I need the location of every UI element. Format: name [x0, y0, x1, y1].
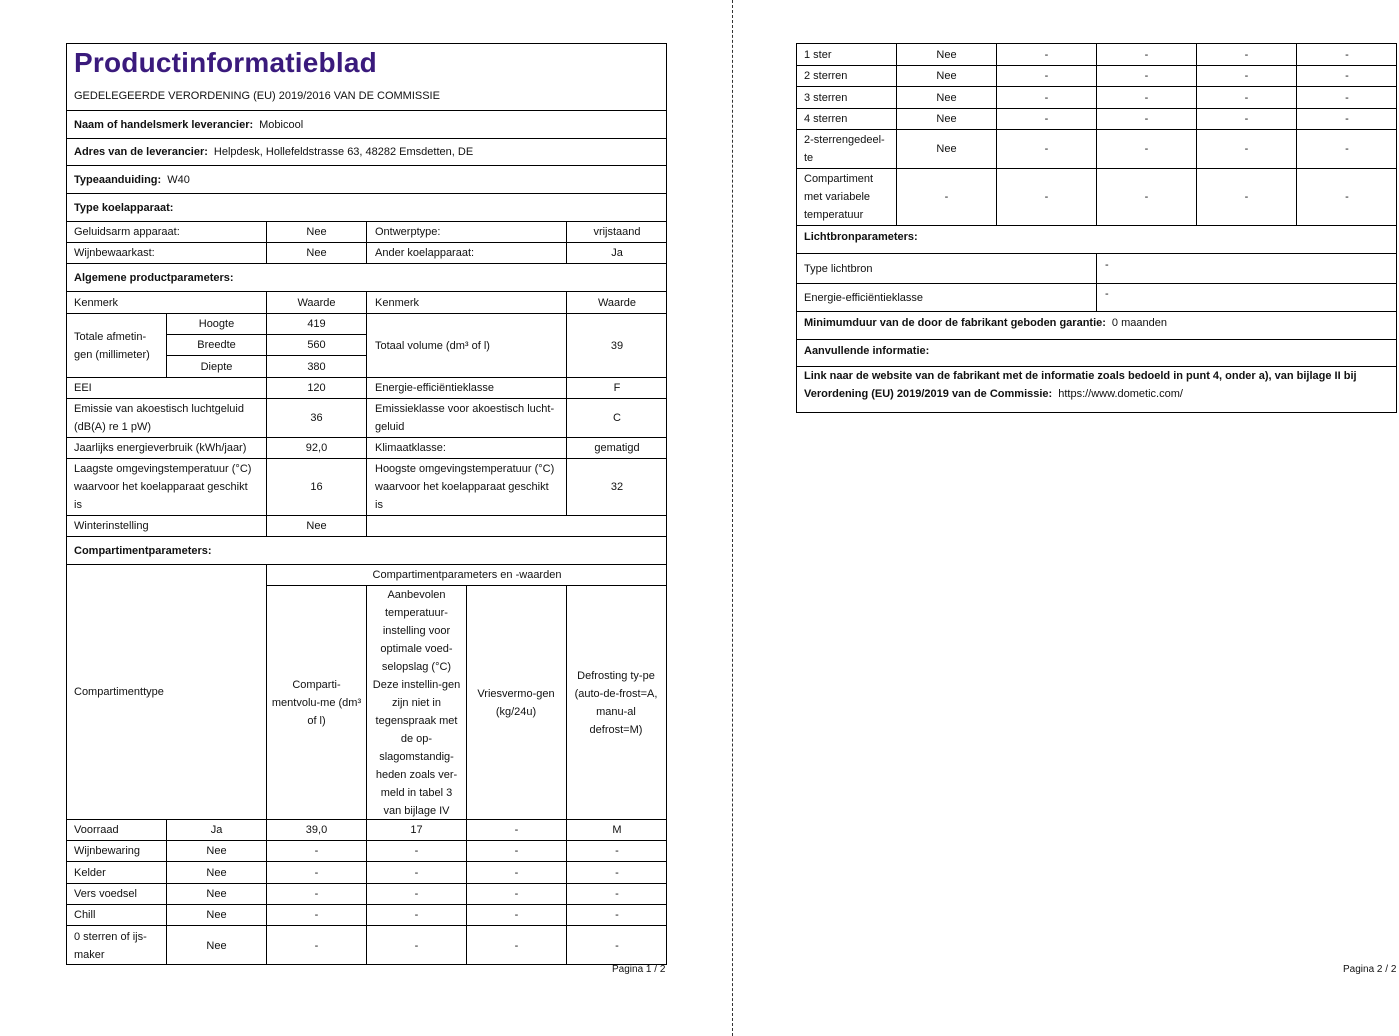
- compartment-name: Chill: [74, 909, 96, 921]
- noise-class-label: Emissieklasse voor akoestisch lucht-geluid: [375, 403, 555, 433]
- model-value: W40: [167, 173, 190, 186]
- compartment-defrost: -: [615, 939, 619, 952]
- compartment-name: Kelder: [74, 866, 106, 879]
- compartment-present: Nee: [206, 888, 227, 900]
- compartment-freeze: -: [514, 824, 519, 836]
- defrost-type-header: Defrosting ty-pe (auto-de-frost=A, manu-al defrost=M): [574, 669, 658, 736]
- compartment-name: 2 sterren: [804, 70, 848, 82]
- wine-cabinet-value: Nee: [306, 247, 327, 259]
- depth-value: 380: [307, 360, 326, 373]
- compartment-freeze: -: [514, 866, 519, 879]
- compartment-freeze: -: [514, 888, 519, 900]
- compartment-freeze: -: [514, 939, 519, 952]
- depth-label: Diepte: [200, 360, 233, 373]
- total-volume-label: Totaal volume (dm³ of l): [375, 339, 490, 352]
- page-number: Pagina 1 / 2: [612, 964, 666, 975]
- model-row: [66, 166, 667, 193]
- warranty-label: Minimumduur van de door de fabrikant geboden garantie:: [804, 316, 1106, 329]
- compartment-params-heading: Compartimentparameters:: [74, 544, 212, 557]
- compartment-temp: 17: [410, 824, 423, 836]
- compartment-present: -: [944, 191, 949, 203]
- compartment-defrost: -: [1345, 70, 1349, 82]
- manufacturer-link-label: Link naar de website van de fabrikant met de informatie zoals bedoeld in punt 4, onder a), van bijlage II bij Verordening (EU) 2019/2019 van de Commissie:: [804, 370, 1357, 400]
- compartment-freeze: -: [1244, 113, 1249, 125]
- max-temp-value: 32: [610, 481, 624, 493]
- annual-energy-value: 92,0: [305, 442, 328, 454]
- compartment-freeze: -: [1244, 70, 1249, 82]
- col-feature-header: Kenmerk: [74, 296, 119, 309]
- wine-cabinet-label: Wijnbewaarkast:: [74, 247, 155, 259]
- design-type-label: Ontwerptype:: [375, 226, 441, 238]
- compartment-temp: -: [1144, 143, 1149, 155]
- compartment-present: Nee: [936, 70, 957, 82]
- compartment-volume: -: [314, 888, 319, 900]
- compartment-freeze: -: [1244, 143, 1249, 155]
- total-volume-value: 39: [610, 339, 624, 352]
- compartment-type-header: Compartimenttype: [74, 686, 164, 698]
- warranty-value: 0 maanden: [1111, 316, 1167, 329]
- col-value-header: Waarde: [297, 296, 336, 309]
- energy-class-value: F: [613, 382, 621, 394]
- compartment-volume: -: [1044, 191, 1049, 203]
- manufacturer-link-row: [796, 367, 1391, 405]
- compartment-present: Nee: [206, 866, 227, 879]
- compartment-name: 2-sterrengedeel-te: [804, 134, 885, 164]
- max-temp-label: Hoogste omgevingstemperatuur (°C) waarvoor het koelapparaat geschikt is: [375, 463, 555, 511]
- design-type-value: vrijstaand: [593, 226, 641, 238]
- compartment-temp: -: [1144, 91, 1149, 104]
- light-class-label: Energie-efficiëntieklasse: [804, 291, 924, 304]
- light-class-value: -: [1105, 288, 1109, 300]
- compartment-present: Nee: [936, 48, 957, 61]
- compartment-volume: -: [1044, 91, 1049, 104]
- compartment-defrost: M: [612, 824, 622, 836]
- supplier-address-row: [66, 139, 667, 165]
- additional-info-heading: Aanvullende informatie:: [804, 345, 930, 357]
- compartment-name: Compartiment met variabele temperatuur: [804, 173, 874, 221]
- eei-value: 120: [307, 382, 326, 394]
- compartment-volume-header: Comparti-mentvolu-me (dm³ of l): [271, 678, 362, 727]
- compartment-temp: -: [1144, 48, 1149, 61]
- compartment-volume: -: [1044, 143, 1049, 155]
- compartment-defrost: -: [615, 866, 619, 879]
- model-label: Typeaanduiding:: [74, 173, 162, 186]
- other-appliance-value: Ja: [611, 247, 623, 259]
- compartment-defrost: -: [615, 845, 619, 857]
- page-title: Productinformatieblad: [74, 47, 377, 78]
- compartment-present: Ja: [210, 824, 223, 836]
- compartment-defrost: -: [615, 888, 619, 900]
- compartment-present: Nee: [206, 939, 227, 952]
- compartment-present: Nee: [936, 91, 957, 104]
- compartment-volume: -: [314, 845, 319, 857]
- light-type-value: -: [1105, 259, 1109, 271]
- col-feature2-header: Kenmerk: [375, 296, 420, 309]
- compartment-defrost: -: [1345, 48, 1349, 61]
- page-number: Pagina 2 / 2: [1343, 964, 1397, 975]
- compartment-temp: -: [1144, 191, 1149, 203]
- supplier-name-label: Naam of handelsmerk leverancier:: [74, 118, 254, 131]
- col-value2-header: Waarde: [597, 296, 637, 309]
- compartment-name: 0 sterren of ijs-maker: [74, 930, 147, 961]
- compartment-freeze: -: [1244, 48, 1249, 61]
- compartment-freeze: -: [1244, 191, 1249, 203]
- noise-emission-value: 36: [310, 412, 323, 424]
- dimensions-label: Totale afmetin-gen (millimeter): [74, 330, 150, 361]
- compartment-volume: -: [314, 909, 319, 921]
- compartment-name: 1 ster: [804, 48, 832, 61]
- annual-energy-label: Jaarlijks energieverbruik (kWh/jaar): [74, 442, 247, 454]
- compartment-present: Nee: [936, 143, 957, 155]
- compartment-defrost: -: [1345, 191, 1349, 203]
- compartment-present: Nee: [206, 845, 227, 857]
- regulation-subtitle: GEDELEGEERDE VERORDENING (EU) 2019/2016 VAN DE COMMISSIE: [74, 90, 440, 102]
- general-params-heading: Algemene productparameters:: [74, 271, 234, 284]
- compartment-present: Nee: [206, 909, 227, 921]
- supplier-address-value: Helpdesk, Hollefeldstrasse 63, 48282 Emsdetten, DE: [213, 146, 474, 158]
- compartment-volume: -: [314, 939, 319, 952]
- compartment-freeze: -: [1244, 91, 1249, 104]
- supplier-address-label: Adres van de leverancier:: [74, 146, 208, 158]
- winter-setting-value: Nee: [306, 520, 327, 532]
- climate-class-label: Klimaatklasse:: [375, 442, 446, 454]
- compartment-volume: -: [1044, 113, 1049, 125]
- low-noise-label: Geluidsarm apparaat:: [74, 226, 180, 238]
- height-value: 419: [307, 318, 326, 330]
- low-noise-value: Nee: [306, 226, 327, 238]
- winter-setting-label: Winterinstelling: [74, 520, 149, 532]
- freezing-capacity-header: Vriesvermo-gen (kg/24u): [477, 687, 555, 718]
- supplier-name-value: Mobicool: [259, 118, 304, 131]
- climate-class-value: gematigd: [594, 442, 640, 454]
- recommended-temp-header: Aanbevolen temperatuur-instelling voor optimale voed-selopslag (°C) Deze instellin-gen zijn niet in tegenspraak met de op-slagomstandig-heden zoals ver-meld in tabel 3 van bijlage IV: [372, 588, 461, 817]
- compartment-volume: -: [314, 866, 319, 879]
- compartment-defrost: -: [615, 909, 619, 921]
- compartment-group-header: Compartimentparameters en -waarden: [372, 569, 562, 581]
- energy-class-label: Energie-efficiëntieklasse: [375, 382, 495, 394]
- compartment-freeze: -: [514, 909, 519, 921]
- manufacturer-link[interactable]: https://www.dometic.com/: [1058, 388, 1183, 400]
- compartment-volume: 39,0: [305, 824, 328, 836]
- other-appliance-label: Ander koelapparaat:: [375, 247, 475, 259]
- height-label: Hoogte: [198, 318, 235, 330]
- compartment-temp: -: [414, 888, 419, 900]
- page-divider: [732, 0, 733, 1036]
- compartment-temp: -: [414, 939, 419, 952]
- noise-class-value: C: [613, 412, 621, 424]
- compartment-volume: -: [1044, 48, 1049, 61]
- compartment-name: 4 sterren: [804, 113, 848, 125]
- compartment-present: Nee: [936, 113, 957, 125]
- compartment-name: 3 sterren: [804, 91, 848, 104]
- compartment-name: Vers voedsel: [74, 888, 137, 900]
- warranty-row: [796, 312, 1397, 333]
- min-temp-value: 16: [310, 481, 323, 493]
- compartment-defrost: -: [1345, 143, 1349, 155]
- compartment-volume: -: [1044, 70, 1049, 82]
- width-value: 560: [307, 339, 326, 351]
- compartment-temp: -: [414, 845, 419, 857]
- compartment-temp: -: [1144, 113, 1149, 125]
- compartment-temp: -: [414, 909, 419, 921]
- light-type-label: Type lichtbron: [804, 262, 873, 275]
- min-temp-label: Laagste omgevingstemperatuur (°C) waarvoor het koelapparaat geschikt is: [74, 463, 252, 511]
- eei-label: EEI: [74, 382, 92, 394]
- noise-emission-label: Emissie van akoestisch luchtgeluid (dB(A) re 1 pW): [74, 403, 244, 433]
- appliance-type-heading: Type koelapparaat:: [74, 201, 174, 214]
- compartment-freeze: -: [514, 845, 519, 857]
- width-label: Breedte: [197, 339, 236, 351]
- light-source-heading: Lichtbronparameters:: [804, 230, 918, 243]
- compartment-temp: -: [414, 866, 419, 879]
- compartment-defrost: -: [1345, 113, 1349, 125]
- compartment-name: Voorraad: [74, 824, 119, 836]
- compartment-temp: -: [1144, 70, 1149, 82]
- supplier-name-row: [66, 111, 667, 138]
- compartment-name: Wijnbewaring: [74, 845, 141, 857]
- compartment-defrost: -: [1345, 91, 1349, 104]
